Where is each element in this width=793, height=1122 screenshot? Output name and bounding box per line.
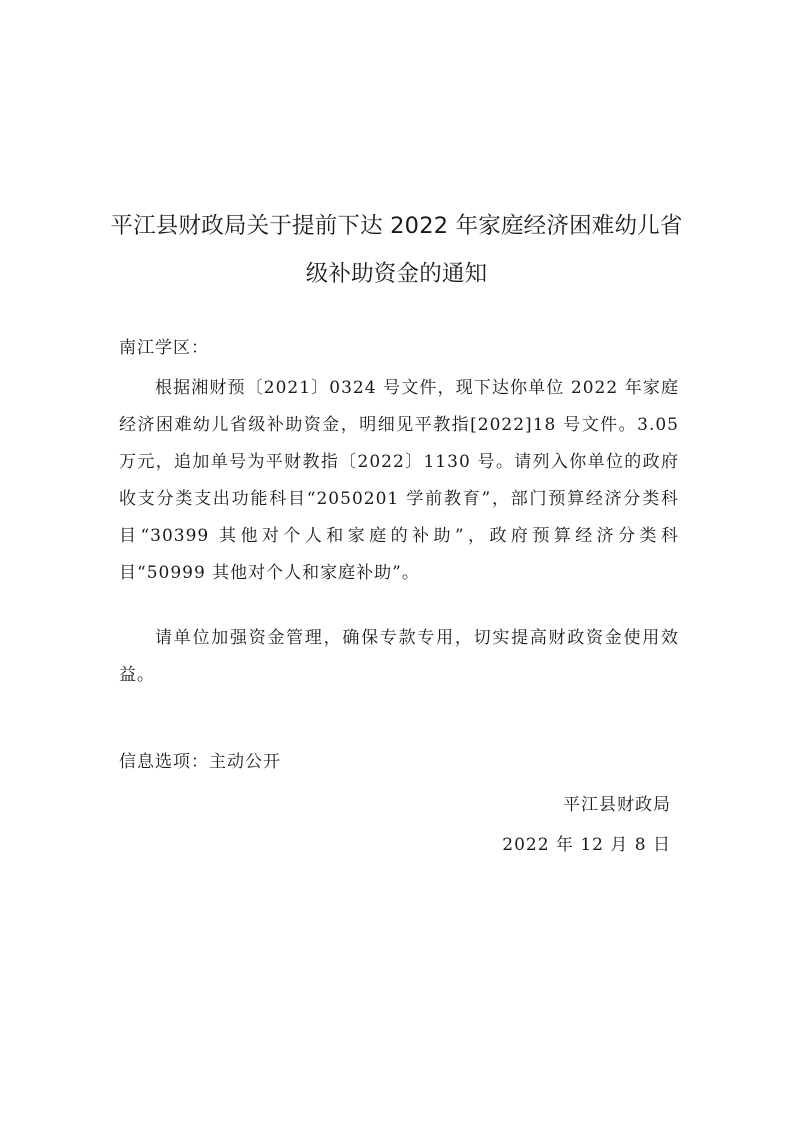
signature-organization: 平江县财政局 <box>563 795 671 815</box>
info-disclosure-option: 信息选项：主动公开 <box>119 752 281 772</box>
salutation: 南江学区： <box>119 338 209 358</box>
signature-date: 2022 年 12 月 8 日 <box>502 835 671 855</box>
body-paragraph-1: 根据湘财预〔2021〕0324 号文件，现下达你单位 2022 年家庭经济困难幼儿省级补助资金，明细见平教指[2022]18 号文件。3.05 万元，追加单号为平财教指〔2022〕1130 号。请列入你单位的政府收支分类支出功能科目“2050201 学前教育”，部门预算经济分类科目“30399 其他对个人和家庭的补助”，政府预算经济分类科目“50999 其他对个人和家庭补助”。 <box>119 378 679 583</box>
body-paragraph-2: 请单位加强资金管理，确保专款专用，切实提高财政资金使用效益。 <box>119 628 679 685</box>
document-title: 平江县财政局关于提前下达 2022 年家庭经济困难幼儿省级补助资金的通知 <box>110 213 683 287</box>
